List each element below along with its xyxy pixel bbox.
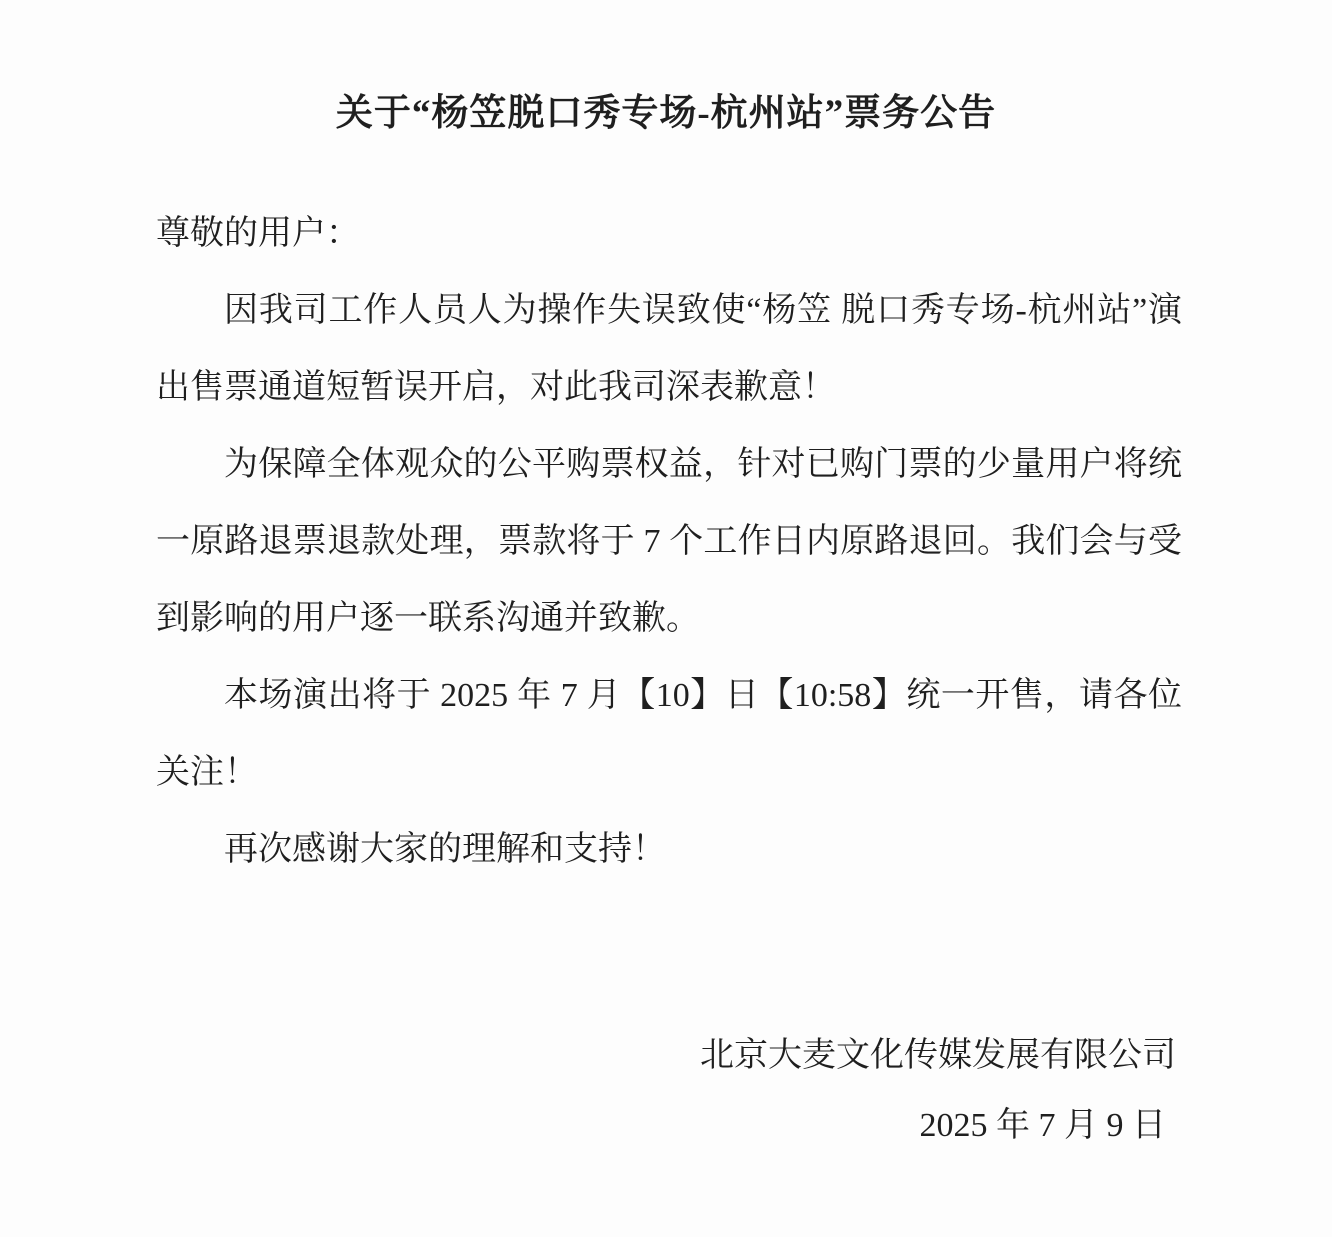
document-title: 关于“杨笠脱口秀专场-杭州站”票务公告 [335,93,997,134]
salutation: 尊敬的用户： [156,215,360,252]
company-signature: 北京大麦文化传媒发展有限公司 [700,1037,1176,1074]
paragraph-refund-policy: 为保障全体观众的公平购票权益，针对已购门票的少量用户将统一原路退票退款处理，票款将于 7 个工作日内原路退回。我们会与受到影响的用户逐一联系沟通并致歉。 [156,446,1182,637]
signature-date: 2025 年 7 月 9 日 [919,1107,1166,1144]
document-footer [0,1021,1332,1161]
paragraph-sale-time: 本场演出将于 2025 年 7 月【10】日【10:58】统一开售，请各位关注！ [156,677,1182,791]
paragraph-thanks: 再次感谢大家的理解和支持！ [224,831,666,868]
document-body [156,195,1182,888]
paragraph-apology: 因我司工作人员人为操作失误致使“杨笠 脱口秀专场-杭州站”演出售票通道短暂误开启，对此我司深表歉意！ [156,292,1182,406]
